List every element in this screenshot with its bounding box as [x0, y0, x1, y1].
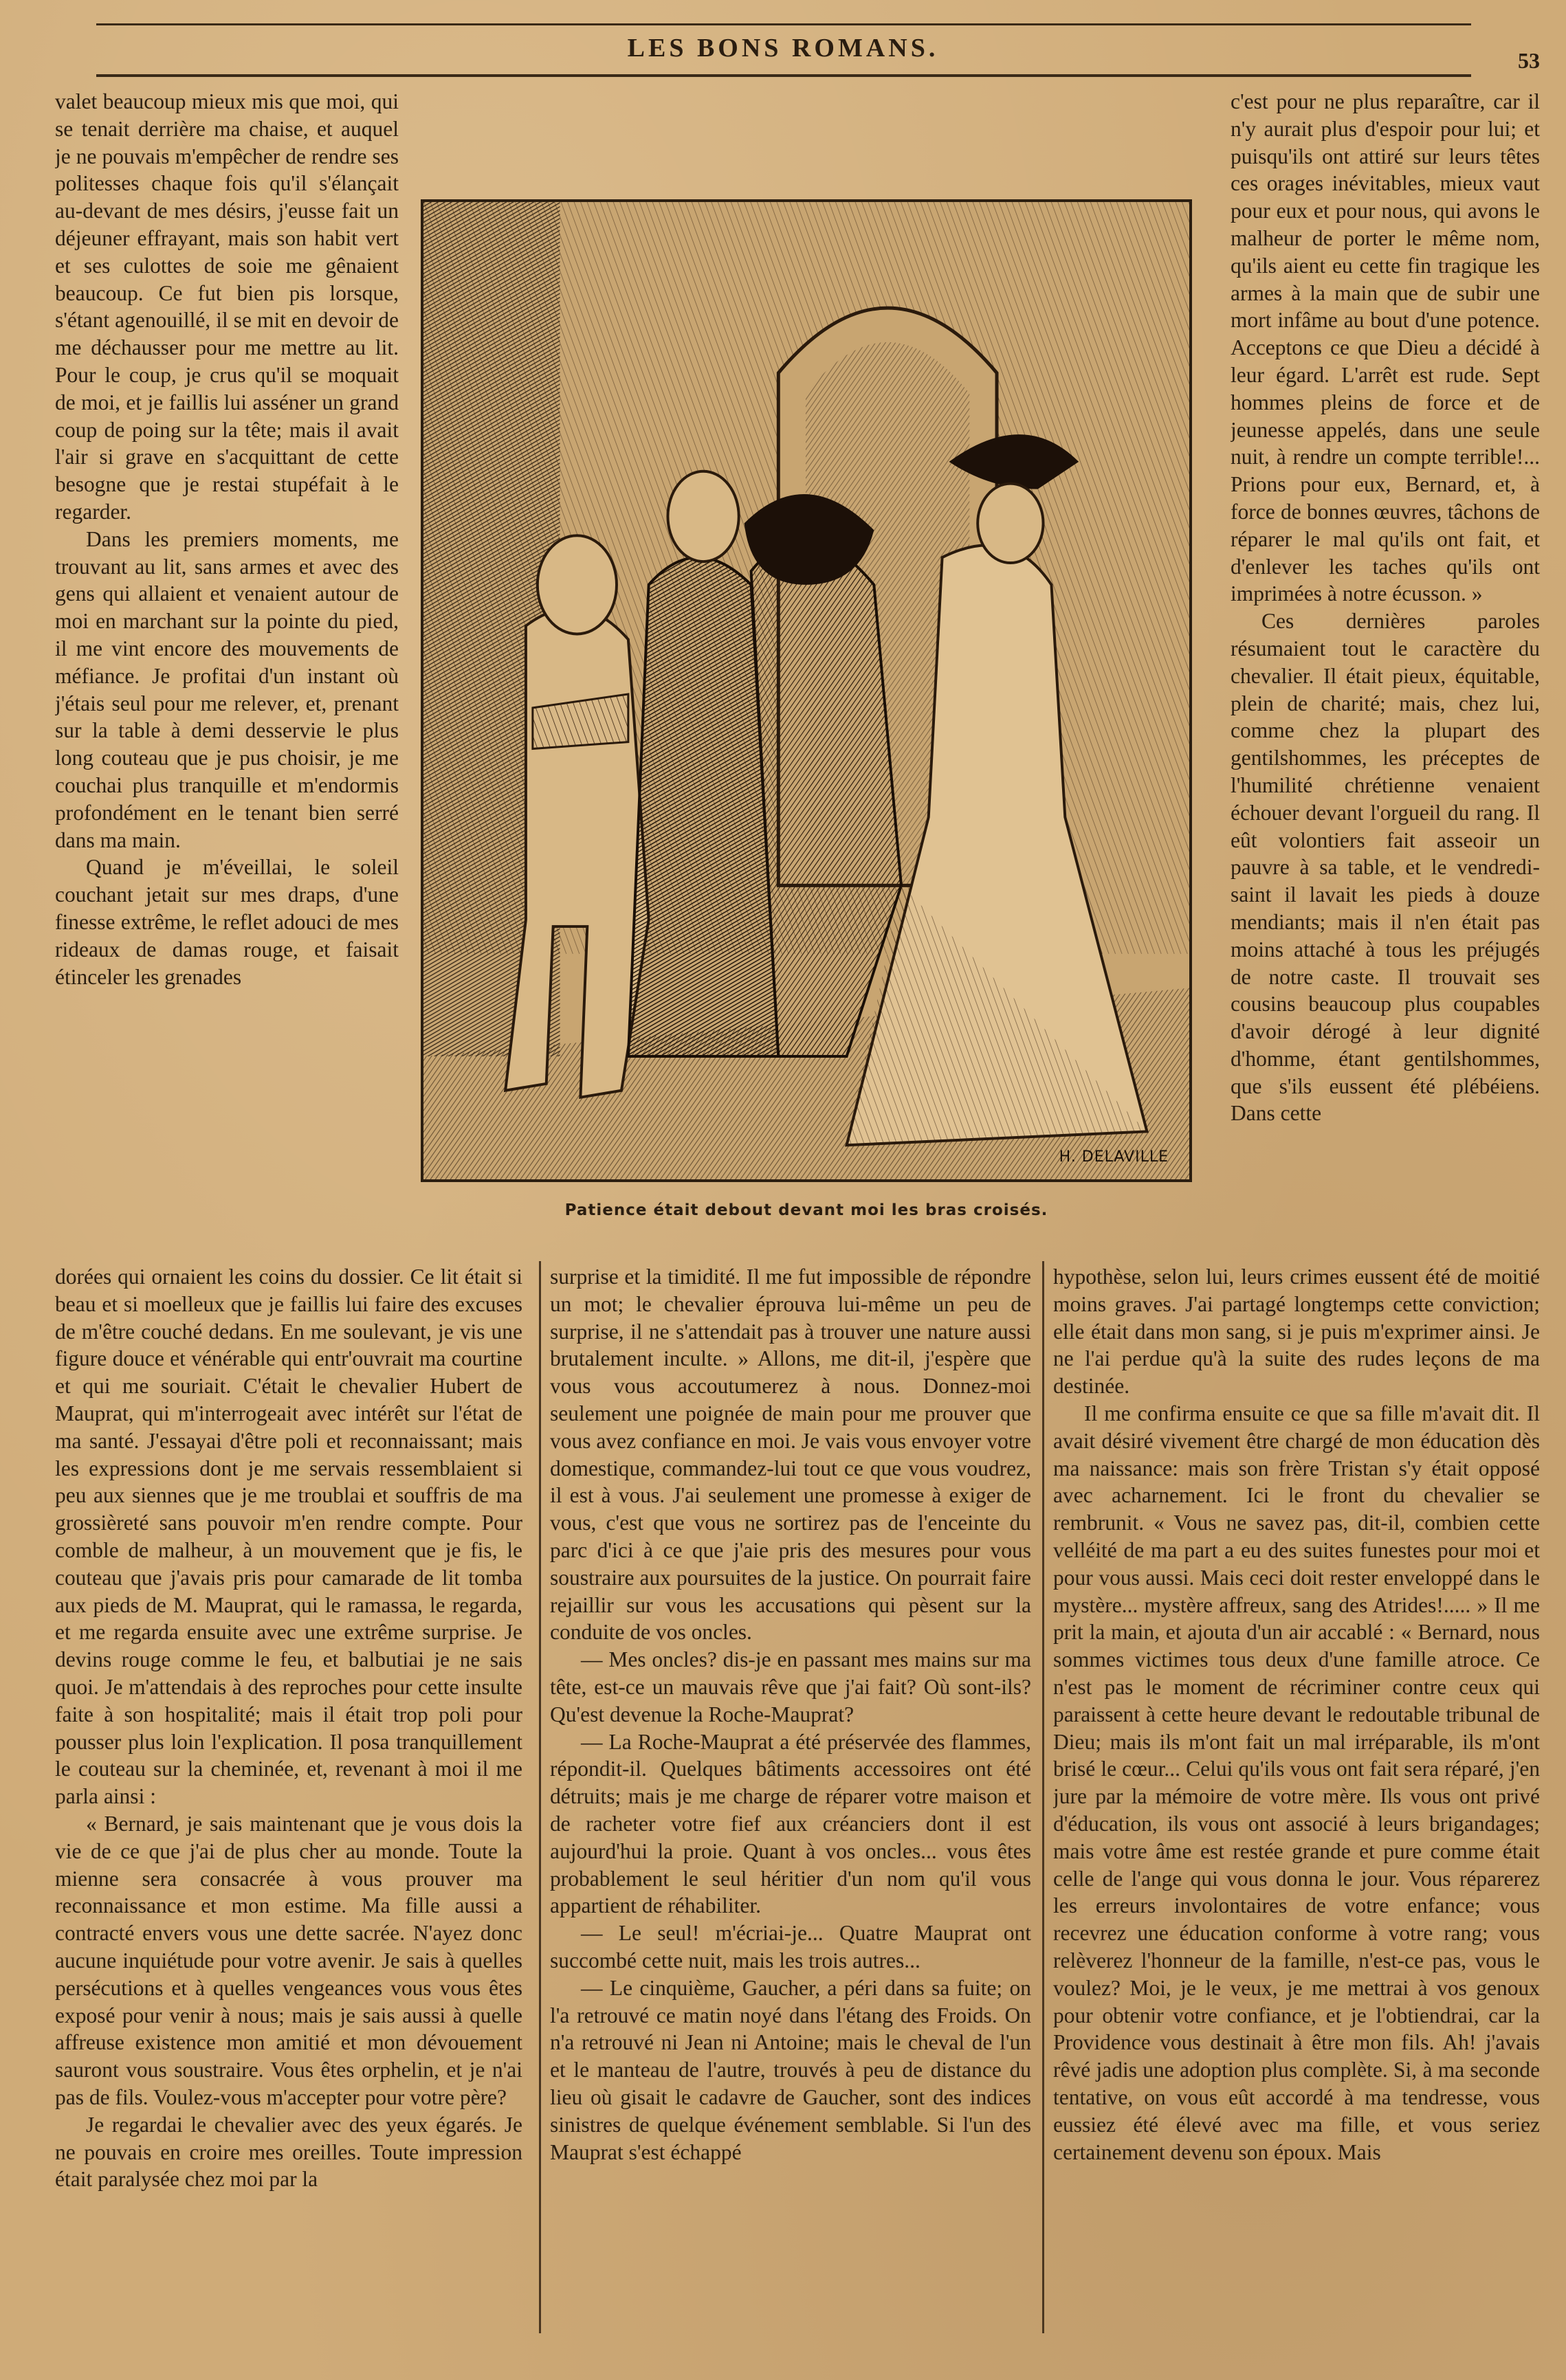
paragraph: — La Roche-Mauprat a été préservée des flammes, répondit-il. Quelques bâtiments accessoires ont été détruits; mais je me charge de réparer votre maison et de racheter votre fief aux créanciers dont il est aujourd'hui la proie. Quant à vos oncles... vous êtes probablement le seul héritier d'un nom qu'il vous appartient de réhabiliter. [550, 1729, 1031, 1918]
paragraph: Quand je m'éveillai, le soleil couchant jetait sur mes draps, d'une finesse extrême, le reflet adouci de mes rideaux de damas rouge, et faisait étinceler les grenades [55, 855, 399, 989]
artist-signature: H. DELAVILLE [1059, 1148, 1169, 1166]
paragraph: — Mes oncles? dis-je en passant mes mains sur ma tête, est-ce un mauvais rêve que j'ai fait? Où sont-ils? Qu'est devenue la Roche-Mauprat? [550, 1647, 1031, 1726]
column-rule-left [539, 1261, 541, 2333]
paragraph: hypothèse, selon lui, leurs crimes eussent été de moitié moins graves. J'ai partagé longtemps cette conviction; elle était dans mon sang, si je puis m'exprimer ainsi. Je ne l'ai perdue qu'à la suite des rudes leçons de ma destinée. [1053, 1265, 1540, 1399]
paragraph: valet beaucoup mieux mis que moi, qui se tenait derrière ma chaise, et auquel je ne pouvais m'empêcher de rendre ses politesses chaque fois qu'il s'élançait au-devant de mes désirs, j'eusse fait un déjeuner effrayant, mais son habit vert et ses culottes de soie me gênaient beaucoup. Ce fut bien pis lorsque, s'étant agenouillé, il se mit en devoir de me déchausser pour me mettre au lit. Pour le coup, je crus qu'il se moquait de moi, et je faillis lui asséner un grand coup de poing sur la tête; mais il avait l'air si grave en s'acquittant de cette besogne que je restai stupéfait à le regarder. [55, 89, 399, 524]
paragraph: c'est pour ne plus reparaître, car il n'y aurait plus d'espoir pour lui; et puisqu'ils ont attiré sur leurs têtes ces orages inévitables, mieux vaut pour eux et pour nous, qui avons le malheur de porter le même nom, qu'ils aient eu cette fin tragique les armes à la main que de subir une mort infâme au bout d'une potence. Acceptons ce que Dieu a décidé à leur égard. L'arrêt est rude. Sept hommes pleins de force et de jeunesse appelés, dans une seule nuit, à rendre un compte terrible!... Prions pour eux, Bernard, et, à force de bonnes œuvres, tâchons de réparer le mal qu'ils ont fait, et d'enlever les taches qu'ils ont imprimées à notre écusson. » [1231, 89, 1540, 606]
column-left-top [55, 88, 399, 1256]
engraving-illustration [421, 199, 1192, 1182]
paragraph: Je regardai le chevalier avec des yeux égarés. Je ne pouvais en croire mes oreilles. Toute impression était paralysée chez moi par la [55, 2112, 522, 2192]
illustration-caption: Patience était debout devant moi les bras croisés. [564, 1201, 1048, 1219]
paragraph: — Le cinquième, Gaucher, a péri dans sa fuite; on l'a retrouvé ce matin noyé dans l'étang des Froids. On n'a retrouvé ni Jean ni Antoine; mais le cheval de l'un et le manteau de l'autre, trouvés à peu de distance du lieu où gisait le cadavre de Gaucher, sont des indices sinistres de quelque événement semblable. Si l'un des Mauprat s'est échappé [550, 1975, 1031, 2164]
paragraph: surprise et la timidité. Il me fut impossible de répondre un mot; le chevalier éprouva lui-même un peu de surprise, il ne s'attendait pas à trouver une nature aussi brutalement inculte. » Allons, me dit-il, j'espère que vous vous accoutumerez à nous. Donnez-moi seulement une poignée de main pour me prouver que vous avez confiance en moi. Je vais vous envoyer votre domestique, commandez-lui tout ce que vous voudrez, il est à vous. J'ai seulement une promesse à exiger de vous, c'est que vous ne sortirez pas de l'enceinte du parc d'ici à ce que j'aie pris des mesures pour vous soustraire aux poursuites de la justice. On pourrait faire rejaillir sur vous les accusations qui pèsent sur la conduite de vos oncles. [550, 1265, 1031, 1645]
paragraph: Il me confirma ensuite ce que sa fille m'avait dit. Il avait désiré vivement être chargé de mon éducation dès ma naissance: mais son frère Tristan s'y était opposé avec acharnement. Ici le front du chevalier se rembrunit. « Vous ne savez pas, dit-il, combien cette velléité de ma part a eu des suites funestes pour moi et pour vous aussi. Mais ceci doit rester enveloppé dans le mystère... mystère affreux, sang des Atrides!..... » Il me prit la main, et ajouta d'un air accablé : « Bernard, nous sommes victimes tous deux d'une famille atroce. Ce n'est pas le moment de récriminer contre ceux qui paraissent à cette heure devant le redoutable tribunal de Dieu; mais ils m'ont fait un mal irréparable, ils m'ont brisé le cœur... Celui qu'ils vous ont fait sera réparé, j'en jure par la mémoire de votre mère. Ils vous ont privé d'éducation, ils vous ont associé à leurs brigandages; mais votre âme est restée grande et pure comme était celle de l'ange qui vous donna le jour. Vous réparerez les erreurs involontaires de votre enfance; vous recevrez une éducation conforme à votre rang; vous relèverez l'honneur de la famille, n'est-ce pas, vous le voulez? Moi, je le veux, je me mettrai à vos genoux pour obtenir votre confiance, et je l'obtiendrai, car la Providence vous destinait à être mon fils. Ah! j'avais rêvé jadis une adoption plus complète. Si, à ma seconde tentative, on vous eût accordé à ma tendresse, vous eussiez été élevé avec ma fille, et vous seriez certainement devenu son époux. Mais [1053, 1401, 1540, 2164]
engraving-image [423, 202, 1189, 1179]
paragraph: Ces dernières paroles résumaient tout le caractère du chevalier. Il était pieux, équitable, plein de charité; mais, chez lui, comme chez la plupart des gentilshommes, les préceptes de l'humilité chrétienne venaient échouer devant l'orgueil du rang. Il eût volontiers fait asseoir un pauvre à sa table, et le vendredi-saint il lavait les pieds à douze mendiants; mais il n'en était pas moins attaché à tous les préjugés de notre caste. Il trouvait ses cousins beaucoup plus coupables d'avoir dérogé à leur dignité d'homme, étant gentilshommes, que s'ils eussent été plébéiens. Dans cette [1231, 609, 1540, 1126]
column-right-bottom [1053, 1263, 1540, 2335]
header-bottom-rule [96, 74, 1471, 77]
paragraph: Dans les premiers moments, me trouvant au lit, sans armes et avec des gens qui allaient et venaient autour de moi en marchant sur la pointe du pied, il me vint encore des mouvements de méfiance. Je profitai d'un instant où j'étais seul pour me relever, et, prenant sur la table à demi desservie le plus long couteau que je pus choisir, je me couchai plus tranquille et m'endormis profondément en le tenant bien serré dans ma main. [55, 526, 399, 852]
column-middle-bottom [550, 1263, 1031, 2335]
header-top-rule [96, 23, 1471, 25]
paragraph: « Bernard, je sais maintenant que je vous dois la vie de ce que j'ai de plus cher au monde. Toute la mienne sera consacrée à vous prouver ma reconnaissance et mon estime. Ma fille aussi a contracté envers vous une dette sacrée. N'ayez donc aucune inquiétude pour votre avenir. Je sais à quelles persécutions et à quelles vengeances vous vous êtes exposé pour venir à nous; mais je sais aussi à quelle affreuse existence mon amitié et mon dévouement sauront vous soustraire. Vous êtes orphelin, et je n'ai pas de fils. Voulez-vous m'accepter pour votre père? [55, 1811, 522, 2109]
column-rule-right [1042, 1261, 1044, 2333]
column-left-bottom [55, 1263, 522, 2335]
running-head: LES BONS ROMANS. [627, 34, 939, 63]
paragraph: dorées qui ornaient les coins du dossier. Ce lit était si beau et si moelleux que je faillis lui faire des excuses de m'être couché dedans. En me soulevant, je vis une figure douce et vénérable qui entr'ouvrait ma courtine et qui me souriait. C'était le chevalier Hubert de Mauprat, qui m'interrogeait avec intérêt sur l'état de ma santé. J'essayai d'être poli et reconnaissant; mais les expressions dont je me servais ressemblaient si peu aux siennes que je me troublai et souffris de ma grossièreté sans pouvoir m'en rendre compte. Pour comble de malheur, à un mouvement que je fis, le couteau que j'avais pris pour camarade de lit tomba aux pieds de M. Mauprat, qui le ramassa, le regarda, et me regarda ensuite avec une extrême surprise. Je devins rouge comme le feu, et balbutiai je ne sais quoi. Je m'attendais à des reproches pour cette insulte faite à son hospitalité; mais il était trop poli pour pousser plus loin l'explication. Il posa tranquillement le couteau sur la cheminée, et, revenant à moi il me parla ainsi : [55, 1265, 522, 1809]
page-number: 53 [1518, 48, 1540, 73]
paragraph: — Le seul! m'écriai-je... Quatre Mauprat ont succombé cette nuit, mais les trois autres... [550, 1921, 1031, 1972]
column-right-top [1231, 88, 1540, 1274]
